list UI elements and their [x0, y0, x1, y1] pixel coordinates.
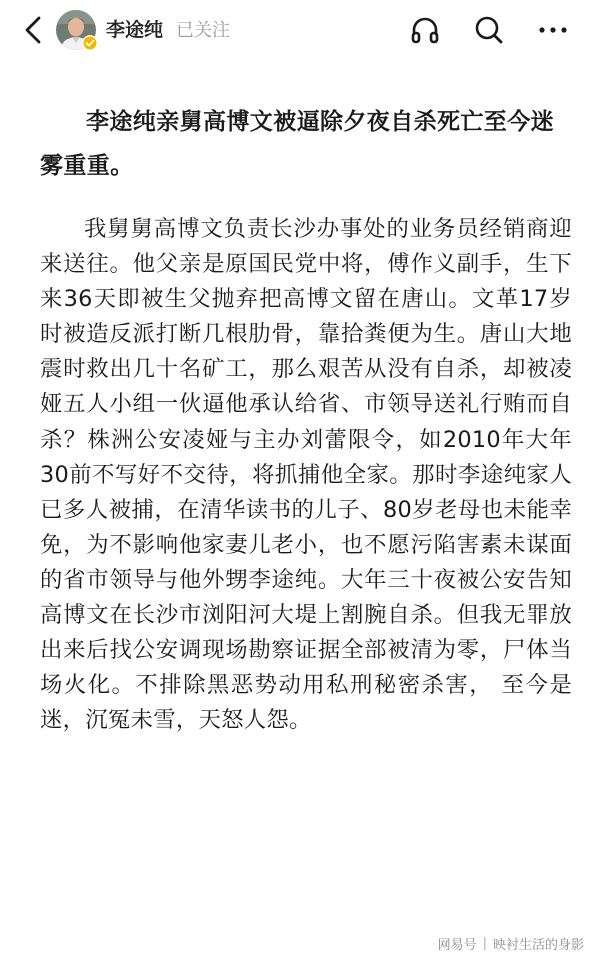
headphones-icon	[409, 14, 441, 46]
watermark-account: 映衬生活的身影	[492, 938, 584, 953]
watermark-separator: |	[482, 936, 487, 951]
follow-status[interactable]: 已关注	[176, 20, 230, 41]
verified-badge-icon	[82, 35, 98, 51]
search-button[interactable]	[470, 12, 508, 48]
article-content	[0, 100, 600, 738]
top-navigation-bar	[0, 0, 600, 62]
author-avatar[interactable]	[56, 10, 96, 50]
watermark-platform: 网易号	[437, 938, 477, 953]
more-icon	[537, 25, 569, 35]
listen-button[interactable]	[406, 12, 444, 48]
author-name[interactable]: 李途纯	[106, 19, 164, 41]
back-button[interactable]	[18, 14, 48, 46]
article-body: 我舅舅高博文负责长沙办事处的业务员经销商迎来送往。他父亲是原国民党中将，傅作义副手，生下来36天即被生父抛弃把高博文留在唐山。文革17岁时被造反派打断几根肋骨，靠拾粪便为生。唐山大地震时救出几十名矿工，那么艰苦从没有自杀，却被凌娅五人小组一伙逼他承认给省、市领导送礼行贿而自杀？株洲公安凌娅与主办刘蕾限令，如2010年大年30前不写好不交待，将抓捕他全家。那时李途纯家人已多人被捕，在清华读书的儿子、80岁老母也未能幸免，为不影响他家妻儿老小，也不愿污陷害素未谋面的省市领导与他外甥李途纯。大年三十夜被公安告知高博文在长沙市浏阳河大堤上割腕自杀。但我无罪放出来后找公安调现场勘察证据全部被清为零，尸体当场火化。不排除黑恶势动用私刑秘密杀害， 至今是迷，沉冤未雪，天怒人怨。	[40, 216, 572, 734]
more-button[interactable]	[534, 12, 572, 48]
search-icon	[473, 14, 505, 46]
article-title: 李途纯亲舅高博文被逼除夕夜自杀死亡至今迷雾重重。	[40, 109, 554, 179]
source-watermark	[438, 934, 584, 953]
chevron-left-icon	[22, 15, 44, 45]
